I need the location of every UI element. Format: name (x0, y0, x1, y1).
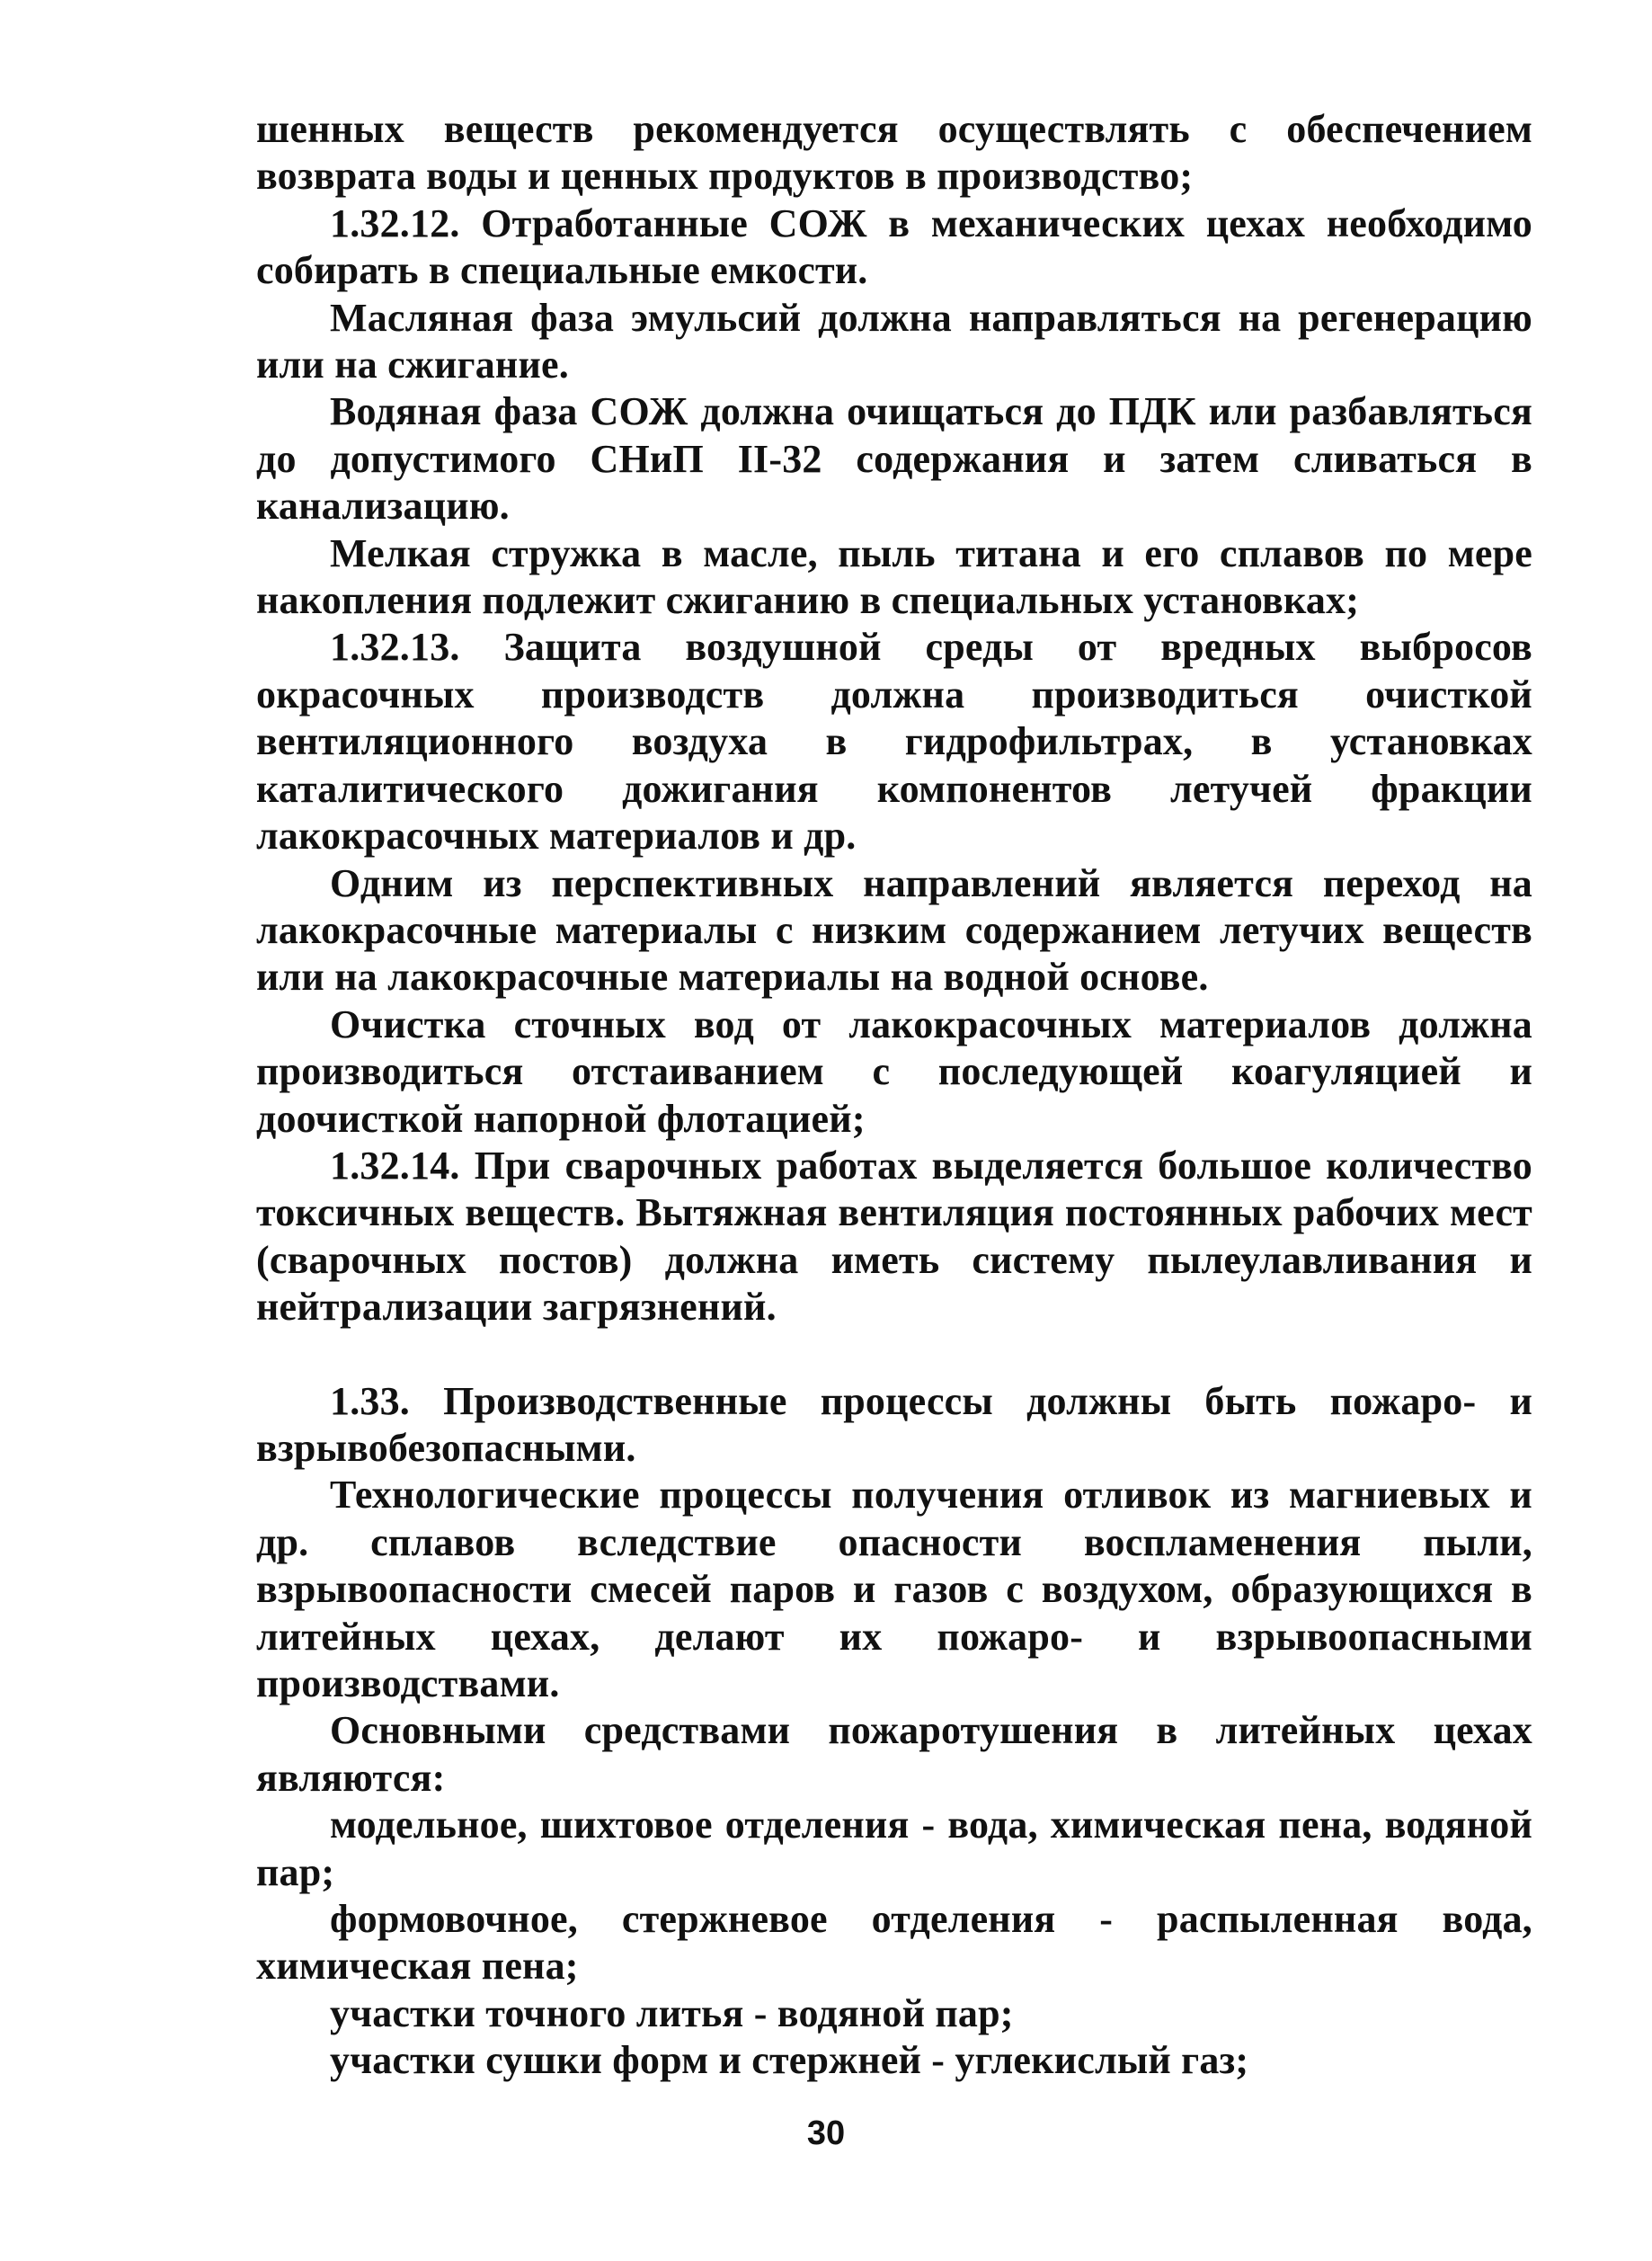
paragraph-continuation: шенных веществ рекомендуется осуществлять с обеспечением возврата воды и ценных продуктов в производство; (256, 107, 1532, 199)
paragraph-fire-means: Основными средствами пожаротушения в литейных цехах являются: (256, 1708, 1532, 1800)
paragraph-water-phase: Водяная фаза СОЖ должна очищаться до ПДК или разбавляться до допустимого СНиП II-32 содержания и затем сливаться в канализацию. (256, 389, 1532, 529)
body-text (256, 106, 1532, 2085)
paragraph-1-32-13: 1.32.13. Защита воздушной среды от вредных выбросов окрасочных производств должна производиться очисткой вентиляционного воздуха в гидрофильтрах, в установках каталитического дожигания компонентов летучей фракции лакокрасочных материалов и др. (256, 625, 1532, 859)
paragraph-1-33: 1.33. Производственные процессы должны быть пожаро- и взрывобезопасными. (256, 1378, 1532, 1470)
paragraph-technological-processes: Технологические процессы получения отливок из магниевых и др. сплавов вследствие опасности воспламенения пыли, взрывоопасности смесей паров и газов с воздухом, образующихся в литейных цехах, делают их пожаро- и взрывоопасными производствами. (256, 1473, 1532, 1705)
list-item-molding-department: формовочное, стержневое отделения - распыленная вода, химическая пена; (256, 1897, 1532, 1989)
list-item-model-department: модельное, шихтовое отделения - вода, химическая пена, водяной пар; (256, 1803, 1532, 1894)
page-number: 30 (806, 2114, 846, 2152)
paragraph-1-32-12: 1.32.12. Отработанные СОЖ в механических цехах необходимо собирать в специальные емкости. (256, 200, 1532, 293)
paragraph-wastewater: Очистка сточных вод от лакокрасочных материалов должна производиться отстаиванием с последующей коагуляцией и доочисткой напорной флотацией; (256, 1001, 1532, 1141)
paragraph-oil-phase: Масляная фаза эмульсий должна направляться на регенерацию или на сжигание. (256, 295, 1532, 387)
paragraph-1-32-14: 1.32.14. При сварочных работах выделяется большое количество токсичных веществ. Вытяжная вентиляция постоянных рабочих мест (сварочных постов) должна иметь систему пылеулавливания и нейтрализации загрязнений. (256, 1143, 1532, 1330)
list-item-drying-sections: участки сушки форм и стержней - углекислый газ; (330, 2038, 1249, 2083)
list-item-precision-casting: участки точного литья - водяной пар; (330, 1990, 1014, 2035)
paragraph-perspective: Одним из перспективных направлений является переход на лакокрасочные материалы с низким содержанием летучих веществ или на лакокрасочные материалы на водной основе. (256, 860, 1532, 1000)
paragraph-fine-chips: Мелкая стружка в масле, пыль титана и его сплавов по мере накопления подлежит сжиганию в специальных установках; (256, 530, 1532, 623)
